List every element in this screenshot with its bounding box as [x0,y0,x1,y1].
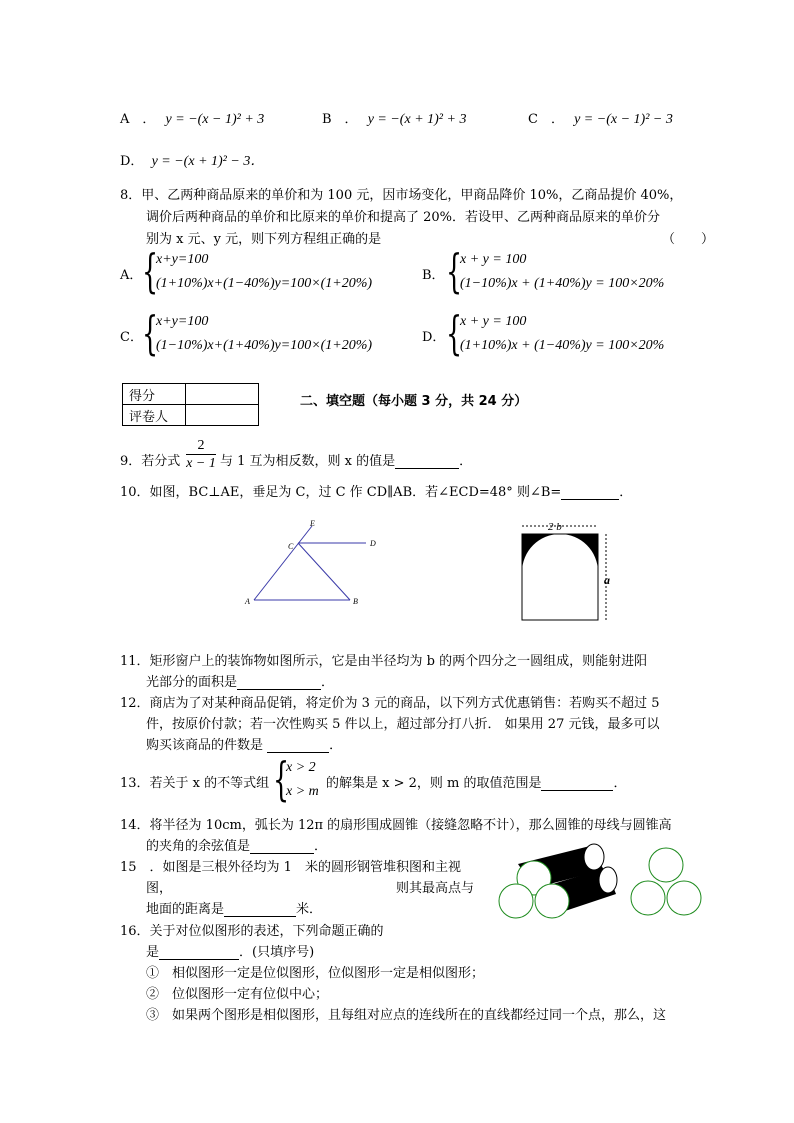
triangle-figure [240,516,390,608]
height-label: a [604,573,610,587]
q8-option-a-system: x+y=100 (1+10%)x+(1−40%)y=100×(1+20%) [156,252,373,291]
q13-suffix: 的解集是 x > 2，则 m 的取值范围是 ． [326,776,627,791]
q16-line2: 是 ．(只填序号) [146,945,315,960]
q11-line2: 光部分的面积是 ． [146,675,335,690]
q8-option-b-label: B． [422,268,445,283]
q14-line2: 的夹角的余弦值是 ． [146,839,328,854]
lower-pipe-end [599,867,617,893]
q8-option-a-brace: { [142,244,159,298]
q7-option-c: C ． y = −(x − 1)² − 3 [528,112,673,127]
q9-suffix: 与 1 互为相反数，则 x 的值是 ． [220,454,473,469]
pipes-front-view-figure [628,846,704,918]
q7-option-a-expr: y = −(x − 1)² + 3 [165,112,265,127]
label-a: A [245,597,250,606]
q8-line1: 8．甲、乙两种商品原来的单价和为 100 元，因市场变化，甲商品降价 10%，乙商品提价 40%， [120,188,683,203]
q8-option-d-brace: { [446,306,463,360]
q15-line2a: 图， [146,881,173,896]
q9-fraction [186,438,216,473]
q8-option-a-label: A． [120,268,143,283]
q8-line2: 调价后两种商品的单价和比原来的单价和提高了 20%．若设甲、乙两种商品原来的单价分 [146,210,661,225]
label-b: B [353,597,358,606]
q7-option-d: D． y = −(x + 1)² − 3． [120,154,265,169]
q8-answer-paren: （ ） [662,232,715,247]
window-frame [522,534,598,620]
q7-option-b-expr: y = −(x + 1)² + 3 [367,112,467,127]
q13-answer-blank[interactable] [541,777,613,791]
score-label: 得分 [123,384,186,405]
q15-line1: 15 ．如图是三根外径均为 1 米的圆形钢管堆积图和主视 [120,860,461,875]
q12-answer-blank[interactable] [267,739,329,753]
q13-prefix: 13．若关于 x 的不等式组 [120,776,270,791]
q7-option-c-expr: y = −(x − 1)² − 3 [574,112,673,127]
q9-denominator: x − 1 [186,456,216,471]
window-figure [516,516,622,628]
q12-line1: 12．商店为了对某种商品促销，将定价为 3 元的商品，以下列方式优惠销售：若购买不超过 5 [120,696,660,711]
q12-line2: 件，按原价付款；若一次性购买 5 件以上，超过部分打八折． 如果用 27 元钱，最多可以 [146,717,660,732]
q15-line3: 地面的距离是 米． [146,902,323,917]
q8-option-b-system: x + y = 100 (1−10%)x + (1+40%)y = 100×20% [460,252,665,291]
line-cb [298,543,350,600]
label-c: C [288,542,294,551]
top-pipe-end [584,844,604,870]
front-pipe-left [499,884,533,918]
view-pipe-left [631,881,665,915]
q16-item1: ① 相似图形一定是位似图形，位似图形一定是相似图形； [146,966,485,981]
q8-option-c-brace: { [142,306,159,360]
q7-option-b: B ． y = −(x + 1)² + 3 [322,112,467,127]
q16-item2: ② 位似图形一定有位似中心； [146,987,329,1002]
q16-answer-blank[interactable] [159,946,239,960]
q11-answer-blank[interactable] [237,676,321,690]
pipes-stack-figure [494,838,622,922]
q8-option-c-label: C． [120,330,143,345]
q10-text: 10．如图，BC⊥AE，垂足为 C，过 C 作 CD∥AB．若∠ECD=48° 则∠B= ． [120,485,633,500]
q16-line1: 16．关于对位似图形的表述，下列命题正确的 [120,924,384,939]
view-pipe-right [667,881,701,915]
q9-prefix: 9．若分式 [120,454,181,469]
q8-line3: 别为 x 元、y 元，则下列方程组正确的是 [146,232,382,247]
q11-line1: 11．矩形窗户上的装饰物如图所示，它是由半径均为 b 的两个四分之一圆组成，则能射进阳 [120,654,648,669]
q9-numerator: 2 [186,438,216,455]
q9-answer-blank[interactable] [395,455,459,469]
q8-option-b-brace: { [446,244,463,298]
q13-system: x > 2 x > m [286,760,319,799]
q13-brace: { [273,752,290,806]
grader-label: 评卷人 [123,405,186,426]
section-title: 二、填空题（每小题 3 分，共 24 分） [300,394,528,409]
q15-answer-blank[interactable] [224,903,296,917]
q14-answer-blank[interactable] [250,840,314,854]
label-e: E [310,519,315,528]
grader-cell[interactable] [186,405,259,426]
q14-line1: 14．将半径为 10cm，弧长为 12π 的扇形围成圆锥（接缝忽略不计），那么圆锥的母线与圆锥高 [120,818,672,833]
score-cell[interactable] [186,384,259,405]
view-pipe-top [649,848,683,882]
q15-line2b: 则其最高点与 [396,881,475,896]
front-pipe-right [535,884,569,918]
q8-option-d-system: x + y = 100 (1+10%)x + (1−40%)y = 100×20% [460,314,665,353]
q16-item3: ③ 如果两个图形是相似图形，且每组对应点的连线所在的直线都经过同一个点，那么，这 [146,1008,667,1023]
width-label: 2 b [548,521,562,533]
q7-option-a: A ． y = −(x − 1)² + 3 [120,112,265,127]
q7-option-d-expr: y = −(x + 1)² − 3． [151,154,265,169]
q8-option-d-label: D． [422,330,446,345]
line-ae [254,526,312,600]
q12-line3: 购买该商品的件数是 ． [146,738,343,753]
q8-option-c-system: x+y=100 (1−10%)x+(1+40%)y=100×(1+20%) [156,314,373,353]
label-d: D [370,539,376,548]
q10-answer-blank[interactable] [561,486,619,500]
score-table [122,383,259,426]
